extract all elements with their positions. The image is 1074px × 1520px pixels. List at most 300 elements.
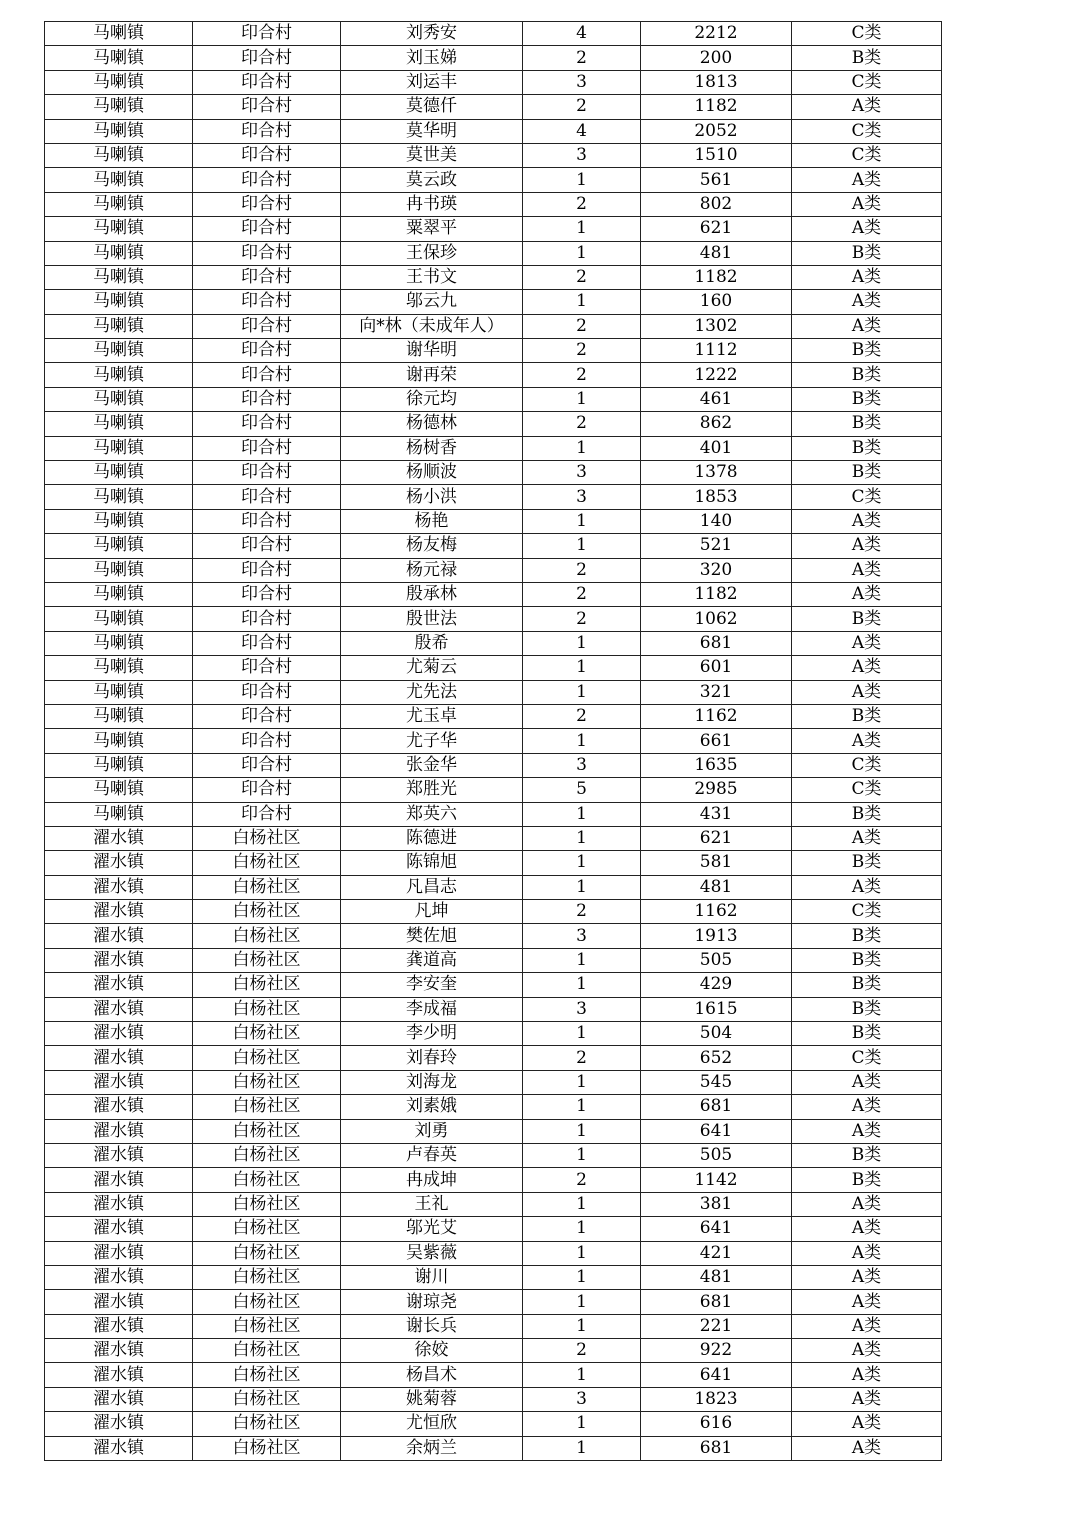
village-cell: 印合村 [193,363,341,387]
village-cell: 白杨社区 [193,1217,341,1241]
town-cell: 马喇镇 [45,680,193,704]
village-cell: 印合村 [193,412,341,436]
amount-cell: 581 [641,851,792,875]
amount-cell: 1823 [641,1387,792,1411]
town-cell: 濯水镇 [45,1070,193,1094]
town-cell: 马喇镇 [45,607,193,631]
amount-cell: 641 [641,1217,792,1241]
town-cell: 濯水镇 [45,900,193,924]
household-size-cell: 1 [523,948,641,972]
amount-cell: 221 [641,1314,792,1338]
table-row [45,729,942,753]
household-size-cell: 1 [523,973,641,997]
name-cell: 徐元均 [341,387,523,411]
name-cell: 邬光艾 [341,1217,523,1241]
name-cell: 刘春玲 [341,1046,523,1070]
town-cell: 濯水镇 [45,875,193,899]
table-row [45,70,942,94]
category-cell: A类 [792,729,942,753]
name-cell: 杨顺波 [341,461,523,485]
household-size-cell: 3 [523,461,641,485]
village-cell: 白杨社区 [193,1290,341,1314]
amount-cell: 421 [641,1241,792,1265]
amount-cell: 621 [641,217,792,241]
amount-cell: 1378 [641,461,792,485]
town-cell: 马喇镇 [45,46,193,70]
table-row [45,997,942,1021]
town-cell: 马喇镇 [45,143,193,167]
amount-cell: 1302 [641,314,792,338]
amount-cell: 2985 [641,778,792,802]
household-size-cell: 1 [523,1070,641,1094]
name-cell: 刘运丰 [341,70,523,94]
name-cell: 刘勇 [341,1119,523,1143]
amount-cell: 1615 [641,997,792,1021]
name-cell: 莫华明 [341,119,523,143]
town-cell: 马喇镇 [45,119,193,143]
name-cell: 郑英六 [341,802,523,826]
table-row [45,436,942,460]
village-cell: 白杨社区 [193,1095,341,1119]
town-cell: 马喇镇 [45,192,193,216]
town-cell: 濯水镇 [45,1241,193,1265]
village-cell: 印合村 [193,119,341,143]
name-cell: 凡坤 [341,900,523,924]
amount-cell: 545 [641,1070,792,1094]
amount-cell: 160 [641,290,792,314]
amount-cell: 862 [641,412,792,436]
table-row [45,1168,942,1192]
village-cell: 白杨社区 [193,973,341,997]
town-cell: 马喇镇 [45,631,193,655]
category-cell: B类 [792,851,942,875]
household-size-cell: 1 [523,1119,641,1143]
table-row [45,1070,942,1094]
household-size-cell: 2 [523,363,641,387]
category-cell: C类 [792,143,942,167]
household-size-cell: 1 [523,1436,641,1460]
amount-cell: 601 [641,656,792,680]
town-cell: 濯水镇 [45,1046,193,1070]
category-cell: B类 [792,997,942,1021]
village-cell: 印合村 [193,387,341,411]
village-cell: 白杨社区 [193,948,341,972]
amount-cell: 521 [641,534,792,558]
village-cell: 白杨社区 [193,1022,341,1046]
name-cell: 邬云九 [341,290,523,314]
household-size-cell: 1 [523,875,641,899]
household-size-cell: 1 [523,290,641,314]
town-cell: 马喇镇 [45,656,193,680]
household-size-cell: 4 [523,22,641,46]
amount-cell: 1062 [641,607,792,631]
household-size-cell: 3 [523,143,641,167]
category-cell: A类 [792,509,942,533]
town-cell: 马喇镇 [45,778,193,802]
village-cell: 印合村 [193,143,341,167]
town-cell: 马喇镇 [45,704,193,728]
village-cell: 印合村 [193,192,341,216]
category-cell: A类 [792,680,942,704]
category-cell: A类 [792,217,942,241]
category-cell: C类 [792,900,942,924]
category-cell: C类 [792,778,942,802]
village-cell: 印合村 [193,46,341,70]
table-row [45,1119,942,1143]
household-size-cell: 1 [523,1363,641,1387]
category-cell: A类 [792,1387,942,1411]
name-cell: 谢再荣 [341,363,523,387]
household-size-cell: 1 [523,534,641,558]
household-size-cell: 3 [523,753,641,777]
category-cell: B类 [792,802,942,826]
village-cell: 印合村 [193,70,341,94]
table-row [45,582,942,606]
name-cell: 刘玉娣 [341,46,523,70]
village-cell: 印合村 [193,95,341,119]
table-row [45,753,942,777]
amount-cell: 621 [641,826,792,850]
household-size-cell: 1 [523,509,641,533]
table-row [45,46,942,70]
village-cell: 白杨社区 [193,900,341,924]
household-size-cell: 2 [523,314,641,338]
table-row [45,217,942,241]
table-row [45,1095,942,1119]
household-size-cell: 1 [523,656,641,680]
category-cell: A类 [792,168,942,192]
category-cell: A类 [792,1363,942,1387]
town-cell: 濯水镇 [45,1265,193,1289]
table-row [45,485,942,509]
village-cell: 印合村 [193,217,341,241]
village-cell: 白杨社区 [193,1436,341,1460]
category-cell: C类 [792,1046,942,1070]
amount-cell: 1142 [641,1168,792,1192]
table-row [45,1436,942,1460]
household-size-cell: 2 [523,1168,641,1192]
town-cell: 马喇镇 [45,485,193,509]
category-cell: C类 [792,22,942,46]
table-row [45,22,942,46]
village-cell: 印合村 [193,339,341,363]
town-cell: 濯水镇 [45,1436,193,1460]
category-cell: C类 [792,119,942,143]
amount-cell: 1813 [641,70,792,94]
village-cell: 印合村 [193,461,341,485]
name-cell: 冉成坤 [341,1168,523,1192]
name-cell: 龚道高 [341,948,523,972]
town-cell: 马喇镇 [45,509,193,533]
name-cell: 吴紫薇 [341,1241,523,1265]
table-row [45,900,942,924]
name-cell: 殷希 [341,631,523,655]
table-row [45,607,942,631]
category-cell: B类 [792,607,942,631]
amount-cell: 681 [641,1436,792,1460]
name-cell: 谢琼尧 [341,1290,523,1314]
household-size-cell: 2 [523,558,641,582]
table-row [45,1217,942,1241]
village-cell: 白杨社区 [193,875,341,899]
name-cell: 杨元禄 [341,558,523,582]
amount-cell: 505 [641,1143,792,1167]
data-table [44,21,942,1461]
town-cell: 濯水镇 [45,1290,193,1314]
name-cell: 刘海龙 [341,1070,523,1094]
household-size-cell: 3 [523,924,641,948]
table-row [45,948,942,972]
category-cell: A类 [792,656,942,680]
category-cell: A类 [792,1217,942,1241]
amount-cell: 381 [641,1192,792,1216]
amount-cell: 641 [641,1363,792,1387]
town-cell: 濯水镇 [45,1387,193,1411]
household-size-cell: 2 [523,412,641,436]
town-cell: 马喇镇 [45,339,193,363]
village-cell: 白杨社区 [193,1339,341,1363]
town-cell: 马喇镇 [45,265,193,289]
table-row [45,1339,942,1363]
amount-cell: 1913 [641,924,792,948]
village-cell: 印合村 [193,485,341,509]
household-size-cell: 1 [523,1143,641,1167]
village-cell: 白杨社区 [193,924,341,948]
village-cell: 印合村 [193,680,341,704]
table-row [45,1387,942,1411]
category-cell: A类 [792,1436,942,1460]
village-cell: 白杨社区 [193,1387,341,1411]
name-cell: 莫云政 [341,168,523,192]
amount-cell: 1222 [641,363,792,387]
category-cell: A类 [792,1070,942,1094]
name-cell: 莫世美 [341,143,523,167]
table-row [45,241,942,265]
category-cell: A类 [792,265,942,289]
household-size-cell: 3 [523,70,641,94]
town-cell: 马喇镇 [45,436,193,460]
village-cell: 印合村 [193,558,341,582]
household-size-cell: 2 [523,704,641,728]
table-row [45,290,942,314]
household-size-cell: 2 [523,607,641,631]
table-row [45,1314,942,1338]
category-cell: A类 [792,1265,942,1289]
amount-cell: 2052 [641,119,792,143]
town-cell: 濯水镇 [45,1168,193,1192]
household-size-cell: 1 [523,1095,641,1119]
category-cell: B类 [792,241,942,265]
town-cell: 马喇镇 [45,802,193,826]
category-cell: B类 [792,1168,942,1192]
amount-cell: 429 [641,973,792,997]
household-size-cell: 2 [523,1339,641,1363]
town-cell: 濯水镇 [45,826,193,850]
household-size-cell: 1 [523,729,641,753]
table-row [45,851,942,875]
name-cell: 郑胜光 [341,778,523,802]
table-row [45,802,942,826]
name-cell: 陈锦旭 [341,851,523,875]
category-cell: B类 [792,387,942,411]
household-size-cell: 3 [523,1387,641,1411]
amount-cell: 1162 [641,900,792,924]
name-cell: 刘素娥 [341,1095,523,1119]
table-row [45,778,942,802]
table-row [45,192,942,216]
category-cell: B类 [792,948,942,972]
table-row [45,1192,942,1216]
table-row [45,1412,942,1436]
name-cell: 谢长兵 [341,1314,523,1338]
name-cell: 冉书瑛 [341,192,523,216]
village-cell: 印合村 [193,314,341,338]
household-size-cell: 4 [523,119,641,143]
category-cell: A类 [792,1290,942,1314]
name-cell: 尤先法 [341,680,523,704]
town-cell: 马喇镇 [45,22,193,46]
amount-cell: 504 [641,1022,792,1046]
table-row [45,1363,942,1387]
table-row [45,143,942,167]
category-cell: B类 [792,46,942,70]
category-cell: A类 [792,314,942,338]
village-cell: 白杨社区 [193,826,341,850]
name-cell: 殷承林 [341,582,523,606]
household-size-cell: 1 [523,802,641,826]
village-cell: 印合村 [193,582,341,606]
village-cell: 白杨社区 [193,1412,341,1436]
amount-cell: 616 [641,1412,792,1436]
village-cell: 印合村 [193,607,341,631]
town-cell: 濯水镇 [45,1339,193,1363]
household-size-cell: 2 [523,900,641,924]
name-cell: 杨友梅 [341,534,523,558]
category-cell: A类 [792,1192,942,1216]
table-row [45,168,942,192]
table-row [45,1265,942,1289]
table-row [45,826,942,850]
household-size-cell: 2 [523,192,641,216]
name-cell: 杨昌术 [341,1363,523,1387]
name-cell: 王书文 [341,265,523,289]
category-cell: A类 [792,1339,942,1363]
category-cell: B类 [792,973,942,997]
village-cell: 白杨社区 [193,1192,341,1216]
household-size-cell: 5 [523,778,641,802]
town-cell: 马喇镇 [45,412,193,436]
name-cell: 李成福 [341,997,523,1021]
town-cell: 马喇镇 [45,241,193,265]
household-size-cell: 1 [523,1022,641,1046]
table-row [45,924,942,948]
category-cell: B类 [792,1022,942,1046]
town-cell: 马喇镇 [45,558,193,582]
name-cell: 徐姣 [341,1339,523,1363]
village-cell: 印合村 [193,753,341,777]
name-cell: 刘秀安 [341,22,523,46]
name-cell: 张金华 [341,753,523,777]
category-cell: A类 [792,290,942,314]
name-cell: 尤子华 [341,729,523,753]
village-cell: 白杨社区 [193,1363,341,1387]
village-cell: 印合村 [193,265,341,289]
category-cell: A类 [792,631,942,655]
town-cell: 马喇镇 [45,70,193,94]
name-cell: 杨艳 [341,509,523,533]
amount-cell: 681 [641,631,792,655]
household-size-cell: 1 [523,217,641,241]
village-cell: 印合村 [193,704,341,728]
village-cell: 印合村 [193,168,341,192]
town-cell: 濯水镇 [45,1363,193,1387]
category-cell: B类 [792,924,942,948]
category-cell: B类 [792,1143,942,1167]
amount-cell: 321 [641,680,792,704]
amount-cell: 140 [641,509,792,533]
village-cell: 印合村 [193,22,341,46]
amount-cell: 481 [641,1265,792,1289]
category-cell: B类 [792,339,942,363]
household-size-cell: 3 [523,997,641,1021]
table-row [45,973,942,997]
category-cell: A类 [792,1241,942,1265]
name-cell: 姚菊蓉 [341,1387,523,1411]
name-cell: 李安奎 [341,973,523,997]
category-cell: B类 [792,436,942,460]
village-cell: 印合村 [193,509,341,533]
name-cell: 王保珍 [341,241,523,265]
village-cell: 白杨社区 [193,1314,341,1338]
town-cell: 濯水镇 [45,997,193,1021]
table-row [45,265,942,289]
name-cell: 殷世法 [341,607,523,631]
category-cell: A类 [792,875,942,899]
table-row [45,1241,942,1265]
town-cell: 马喇镇 [45,729,193,753]
amount-cell: 481 [641,875,792,899]
household-size-cell: 1 [523,680,641,704]
table-row [45,509,942,533]
town-cell: 马喇镇 [45,314,193,338]
amount-cell: 505 [641,948,792,972]
table-row [45,1022,942,1046]
town-cell: 濯水镇 [45,948,193,972]
household-size-cell: 2 [523,95,641,119]
table-row [45,95,942,119]
table-row [45,119,942,143]
village-cell: 印合村 [193,729,341,753]
household-size-cell: 1 [523,826,641,850]
amount-cell: 652 [641,1046,792,1070]
category-cell: B类 [792,363,942,387]
town-cell: 马喇镇 [45,534,193,558]
amount-cell: 1635 [641,753,792,777]
table-row [45,1290,942,1314]
village-cell: 印合村 [193,802,341,826]
name-cell: 谢华明 [341,339,523,363]
name-cell: 尤玉卓 [341,704,523,728]
village-cell: 白杨社区 [193,1070,341,1094]
household-size-cell: 1 [523,387,641,411]
village-cell: 印合村 [193,534,341,558]
household-size-cell: 1 [523,851,641,875]
town-cell: 濯水镇 [45,973,193,997]
household-size-cell: 2 [523,1046,641,1070]
amount-cell: 320 [641,558,792,582]
village-cell: 白杨社区 [193,1168,341,1192]
name-cell: 莫德仟 [341,95,523,119]
